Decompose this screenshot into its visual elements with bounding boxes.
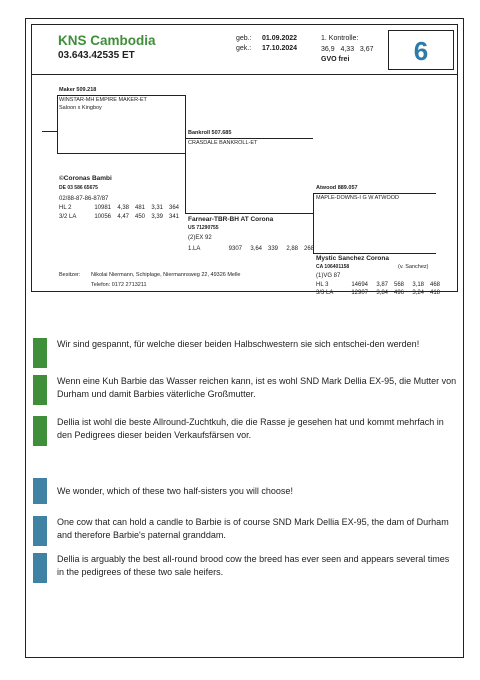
blue-marker xyxy=(33,553,47,583)
sire-dam-reg: DE 03 586 65675 xyxy=(59,185,98,191)
pedigree-line xyxy=(313,253,436,254)
pedigree-line xyxy=(185,213,313,214)
stat-value: 3,31 xyxy=(151,205,163,211)
stat-value: 481 xyxy=(134,205,145,211)
sire-dam-stats-row xyxy=(59,204,179,212)
calving-date-value: 17.10.2024 xyxy=(262,45,298,52)
stat-value: 3,39 xyxy=(151,214,163,220)
stat-value: 3,24 xyxy=(412,290,424,296)
first-test-label: 1. Kontrolle: xyxy=(321,35,359,42)
stat-label: HL 2 xyxy=(59,205,72,211)
stat-value: 14694 xyxy=(351,282,368,288)
sire-sire-line1: WINSTAR-MH EMPIRE MAKER-ET xyxy=(59,97,147,103)
paragraph: One cow that can hold a candle to Barbie is of course SND Mark Dellia EX-95, the dam of Durham and therefore Barbie's paternal granddam. xyxy=(57,517,449,540)
dam-reg: US 71290755 xyxy=(188,225,219,231)
stat-value: 4,38 xyxy=(117,205,129,211)
first-test-values: 36,9 4,33 3,67 xyxy=(321,45,374,53)
stat-label: HL 3 xyxy=(316,282,329,288)
lot-number: 6 xyxy=(413,36,429,66)
dam-classification: (2)EX 92 xyxy=(188,235,212,241)
stat-value: 364 xyxy=(168,205,179,211)
owner-phone: Telefon: 0172 2713211 xyxy=(91,282,147,288)
dam-stats-row xyxy=(188,245,314,253)
stat-value: 468 xyxy=(429,282,440,288)
sire-dam-name: ©Coronas Bambi xyxy=(59,175,112,182)
birth-date-label: geb.: xyxy=(236,35,252,42)
pedigree-line xyxy=(57,95,185,96)
pedigree-line xyxy=(313,193,314,253)
card-header xyxy=(32,25,457,75)
sire-sire-line2: Saloon x Kingboy xyxy=(59,105,102,111)
stat-value: 418 xyxy=(429,290,440,296)
dam-sire-line1: MAPLE-DOWNS-I G W ATWOOD xyxy=(316,195,400,201)
catalog-page xyxy=(25,18,464,658)
stat-value: 3,87 xyxy=(376,282,388,288)
blue-marker xyxy=(33,478,47,504)
stat-value: 2,88 xyxy=(286,246,298,252)
stat-value: 12907 xyxy=(351,290,368,296)
stat-value: 9307 xyxy=(228,246,242,252)
pedigree-line xyxy=(313,193,436,194)
stat-value: 268 xyxy=(303,246,314,252)
birth-date-value: 01.09.2022 xyxy=(262,35,298,42)
owner-address: Nikolai Niermann, Schiplage, Niermannsweg 22, 49326 Melle xyxy=(91,272,241,278)
dam-dam-name: Mystic Sanchez Corona xyxy=(316,255,389,262)
pedigree-line xyxy=(185,95,186,213)
blue-marker xyxy=(33,516,47,546)
stat-value: 4,47 xyxy=(117,214,129,220)
ear-tag-number: 03.643.42535 ET xyxy=(58,50,135,61)
green-marker xyxy=(33,338,47,368)
dam-dam-classification: (1)VG 87 xyxy=(316,273,341,279)
pedigree-chart xyxy=(32,75,457,296)
pedigree-line xyxy=(42,131,57,132)
sire-line1: CRASDALE BANKROLL-ET xyxy=(188,140,258,146)
stat-label: 1.LA xyxy=(188,246,201,252)
paragraph: Dellia is arguably the best all-round brood cow the breed has ever seen and appears several times in the pedigrees of these two sale heifers. xyxy=(57,554,450,577)
stat-value: 450 xyxy=(134,214,145,220)
paragraph: Wir sind gespannt, für welche dieser beiden Halbschwestern sie sich entschei-den werden! xyxy=(57,339,420,349)
stat-value: 341 xyxy=(168,214,179,220)
gvo-free-label: GVO frei xyxy=(321,56,350,63)
dam-dam-reg-note: (v. Sanchez) xyxy=(398,264,429,270)
animal-card xyxy=(31,24,458,296)
paragraph: Wenn eine Kuh Barbie das Wasser reichen kann, ist es wohl SND Mark Dellia EX-95, die Mutter von Durham und damit Barbies väterliche Großmutter. xyxy=(57,376,457,399)
dam-sire-name: Atwood 889.057 xyxy=(316,185,358,191)
pedigree-line xyxy=(57,95,58,153)
stat-value: 3,18 xyxy=(412,282,424,288)
stat-value: 10056 xyxy=(94,214,111,220)
stat-value: 568 xyxy=(393,282,404,288)
stat-value: 10981 xyxy=(94,205,111,211)
sire-name: Bankroll 507.685 xyxy=(188,130,232,136)
sire-dam-classification: 02/88-87-86-87/87 xyxy=(59,196,109,202)
lot-number-box xyxy=(388,30,454,70)
stat-value: 339 xyxy=(267,246,278,252)
pedigree-line xyxy=(57,153,185,154)
stat-label: 3/2 LA xyxy=(59,214,77,220)
stat-value: 3,84 xyxy=(376,290,388,296)
stat-label: 3/3 LA xyxy=(316,290,334,296)
dam-name: Farnear-TBR-BH AT Corona xyxy=(188,216,274,223)
dam-dam-stats-row xyxy=(316,289,440,297)
stat-value: 3,64 xyxy=(250,246,262,252)
first-test-block xyxy=(321,34,374,66)
sire-dam-stats-row xyxy=(59,213,179,221)
animal-name: KNS Cambodia xyxy=(58,33,156,48)
dam-dam-stats-row xyxy=(316,281,440,289)
sire-sire-name: Maker 509.218 xyxy=(59,87,97,93)
stat-value: 496 xyxy=(393,290,404,296)
paragraph: Dellia ist wohl die beste Allround-Zuchtkuh, die die Rasse je gesehen hat und kommt mehrfach in den Pedigrees dieser beiden Verkaufsfärsen vor. xyxy=(57,417,444,440)
pedigree-line xyxy=(185,138,313,139)
dam-dam-reg: CA 106401158 xyxy=(316,264,350,270)
calving-date-label: gek.: xyxy=(236,45,252,52)
green-marker xyxy=(33,416,47,446)
dates-block xyxy=(236,34,297,54)
owner-label: Besitzer: xyxy=(59,272,81,278)
paragraph: We wonder, which of these two half-sisters you will choose! xyxy=(57,486,293,496)
green-marker xyxy=(33,375,47,405)
